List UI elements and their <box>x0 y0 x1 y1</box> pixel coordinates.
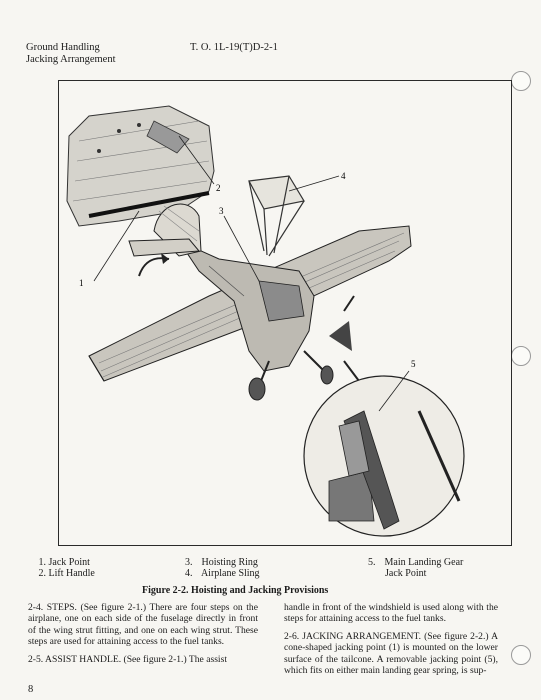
para-heading: 2-4. STEPS. <box>28 602 77 613</box>
legend-num: 5. <box>368 557 376 568</box>
page-number: 8 <box>28 684 34 695</box>
legend-column-2 <box>185 557 260 579</box>
figure-reference: (See figure 2-1.) <box>80 602 147 613</box>
callout-2: 2 <box>216 183 221 193</box>
main-gear-jack-detail-inset <box>304 376 464 536</box>
paragraph-2-5 <box>28 654 258 665</box>
paragraph-2-4 <box>28 602 258 648</box>
section-title: Ground Handling <box>26 42 100 53</box>
para-text: A cone-shaped jacking point (1) is mounted on the lower surface of the tailcone. A removable jacking point (5), which fits on either main landing gear spring, is sup- <box>284 630 499 677</box>
propeller <box>329 296 359 381</box>
subsection-title: Jacking Arrangement <box>26 54 116 65</box>
legend-column-3 <box>368 557 463 579</box>
binder-hole-middle <box>511 346 531 366</box>
legend-num: 4. <box>185 568 193 579</box>
legend-item-main-landing-gear: Main Landing Gear <box>384 557 464 568</box>
paragraph-2-6 <box>284 631 498 677</box>
callout-4: 4 <box>341 171 346 181</box>
figure-reference: (See figure 2-2.) <box>424 630 489 642</box>
para-heading: 2-5. ASSIST HANDLE. <box>28 653 122 665</box>
legend-item-airplane-sling: Airplane Sling <box>200 568 260 579</box>
body-column-left <box>28 602 258 671</box>
airplane-sling <box>249 176 304 256</box>
para-text: There are four steps on the airplane, one on each side of the fuselage directly in front of the wing strut fitting, and one on each wing strut. These steps are used for attaining access to the fuel tanks. <box>28 602 258 648</box>
doc-number: T. O. 1L-19(T)D-2-1 <box>190 42 278 53</box>
legend-column-1 <box>30 557 95 579</box>
para-text: The assist <box>188 653 227 665</box>
figure-reference: (See figure 2-1.) <box>123 653 187 665</box>
legend-item-hoisting-ring: Hoisting Ring <box>201 557 258 568</box>
callout-1: 1 <box>79 278 84 288</box>
paragraph-2-5-continued: handle in front of the windshield is used along with the steps for attaining access to the fuel tanks. <box>284 602 498 625</box>
callout-3: 3 <box>219 206 224 216</box>
callout-5: 5 <box>411 359 416 369</box>
figure-caption: Figure 2-2. Hoisting and Jacking Provisions <box>142 585 329 596</box>
legend-num: 2. <box>38 568 46 579</box>
legend-item-jack-point: Jack Point <box>48 557 90 568</box>
legend-num: 1. <box>38 557 46 568</box>
legend-num: 3. <box>185 557 193 568</box>
airplane-illustration <box>59 81 511 545</box>
binder-hole-top <box>511 71 531 91</box>
body-column-right <box>284 602 498 682</box>
para-heading: 2-6. JACKING ARRANGEMENT. <box>284 630 422 642</box>
figure-frame <box>58 80 512 546</box>
binder-hole-bottom <box>511 645 531 665</box>
legend-item-jack-point-cont: Jack Point <box>385 568 427 579</box>
legend-item-lift-handle: Lift Handle <box>48 568 95 579</box>
